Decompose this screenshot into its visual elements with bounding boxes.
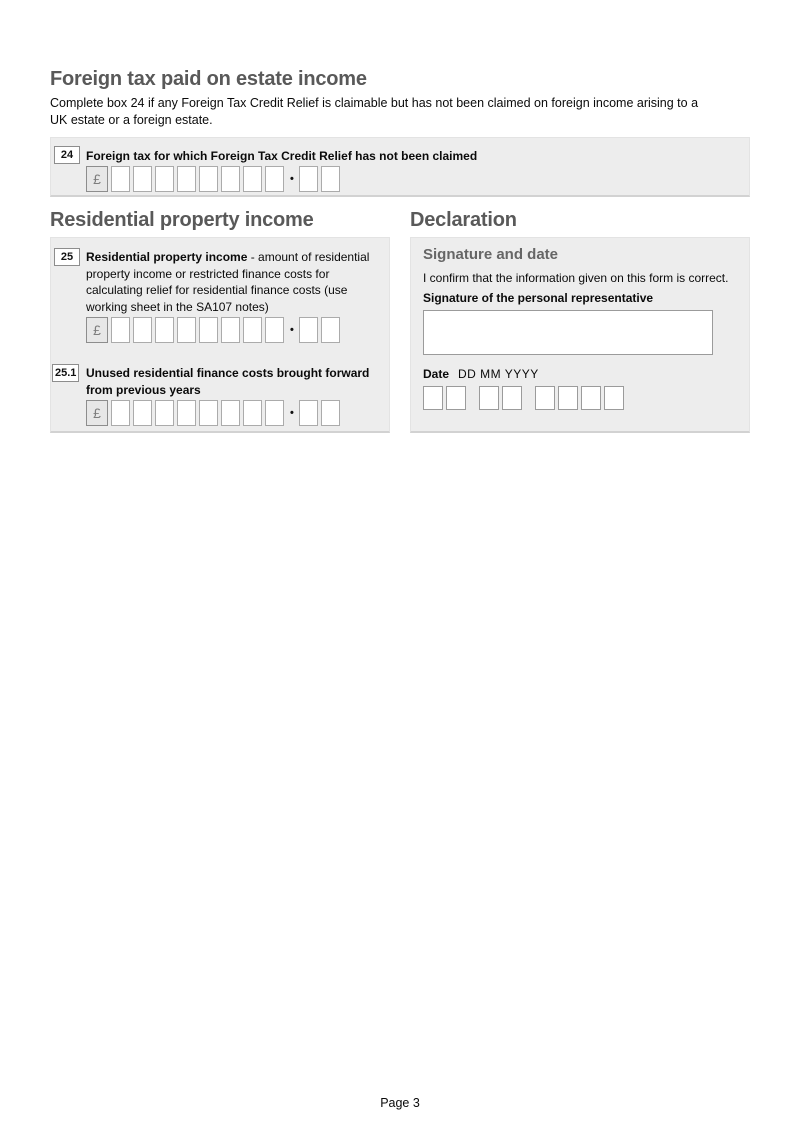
box-25-1-label: Unused residential finance costs brought forward from previous years [86,366,370,397]
date-year-cell[interactable] [535,386,555,410]
box-24-pound-digit-cell[interactable] [177,166,196,192]
box-25-1-pound-digit-cell[interactable] [221,400,240,426]
residential-panel [50,237,390,433]
pence-digit-group [299,317,343,343]
section-title-declaration: Declaration [410,209,517,231]
date-month-group [479,386,525,410]
box-24-pound-digit-cell[interactable] [221,166,240,192]
signature-label: Signature of the personal representative [423,291,654,305]
date-year-cell[interactable] [558,386,578,410]
box-25-pound-digit-cell[interactable] [133,317,152,343]
box-number-25-1: 25.1 [52,364,79,382]
signature-field[interactable] [423,310,713,355]
section-title-residential: Residential property income [50,209,314,231]
decimal-separator: • [290,173,294,185]
pence-digit-group [299,400,343,426]
box-25-pence-digit-cell[interactable] [299,317,318,343]
box-25-1-pound-digit-cell[interactable] [243,400,262,426]
box-24-pound-digit-cell[interactable] [199,166,218,192]
pound-digit-group [111,317,287,343]
date-day-cell[interactable] [446,386,466,410]
date-day-group [423,386,469,410]
foreign-tax-intro-text: Complete box 24 if any Foreign Tax Credit Relief is claimable but has not been claimed on foreign income arising to a UK estate or a foreign estate. [50,96,699,127]
box-24-panel [50,137,750,197]
box-25-pound-digit-cell[interactable] [155,317,174,343]
box-number-25: 25 [54,248,80,266]
date-month-cell[interactable] [502,386,522,410]
date-input-row [423,386,637,410]
box-24-pound-digit-cell[interactable] [243,166,262,192]
pound-sign-icon: £ [86,166,108,192]
box-25-amount-row [86,317,343,343]
box-24-pence-digit-cell[interactable] [321,166,340,192]
box-24-label: Foreign tax for which Foreign Tax Credit Relief has not been claimed [86,149,478,163]
date-label-row [423,367,539,381]
box-25-label-rest: - amount of residential property income or restricted finance costs for calculating relief for residential finance costs (use working sheet in the SA107 notes) [86,250,370,314]
box-24-pound-digit-cell[interactable] [133,166,152,192]
box-number-24: 24 [54,146,80,164]
box-24-pound-digit-cell[interactable] [111,166,130,192]
box-25-1-amount-row [86,400,343,426]
date-year-cell[interactable] [581,386,601,410]
box-25-1-pound-digit-cell[interactable] [199,400,218,426]
decimal-separator: • [290,407,294,419]
box-25-pound-digit-cell[interactable] [265,317,284,343]
box-25-pound-digit-cell[interactable] [199,317,218,343]
box-25-pound-digit-cell[interactable] [111,317,130,343]
box-24-amount-row [86,166,343,192]
section-title-foreign-tax: Foreign tax paid on estate income [50,68,367,90]
box-24-pence-digit-cell[interactable] [299,166,318,192]
signature-and-date-heading: Signature and date [423,246,559,263]
box-25-label-bold: Residential property income [86,250,248,264]
pound-sign-icon: £ [86,317,108,343]
date-format-hint: DD MM YYYY [458,367,539,381]
date-year-cell[interactable] [604,386,624,410]
box-25-label [86,249,389,315]
date-year-group [535,386,627,410]
decimal-separator: • [290,324,294,336]
page-number: Page 3 [380,1096,420,1110]
date-label: Date [423,367,450,381]
box-24-pound-digit-cell[interactable] [155,166,174,192]
date-day-cell[interactable] [423,386,443,410]
box-25-pence-digit-cell[interactable] [321,317,340,343]
box-25-1-pound-digit-cell[interactable] [133,400,152,426]
box-24-pound-digit-cell[interactable] [265,166,284,192]
box-25-1-pound-digit-cell[interactable] [177,400,196,426]
pence-digit-group [299,166,343,192]
date-month-cell[interactable] [479,386,499,410]
box-25-pound-digit-cell[interactable] [177,317,196,343]
box-25-1-pound-digit-cell[interactable] [265,400,284,426]
box-25-1-pence-digit-cell[interactable] [299,400,318,426]
box-25-1-pence-digit-cell[interactable] [321,400,340,426]
confirmation-text: I confirm that the information given on this form is correct. [423,271,729,285]
box-25-pound-digit-cell[interactable] [221,317,240,343]
pound-digit-group [111,400,287,426]
box-25-pound-digit-cell[interactable] [243,317,262,343]
pound-digit-group [111,166,287,192]
box-25-1-pound-digit-cell[interactable] [111,400,130,426]
declaration-panel [410,237,750,433]
box-25-1-pound-digit-cell[interactable] [155,400,174,426]
pound-sign-icon: £ [86,400,108,426]
